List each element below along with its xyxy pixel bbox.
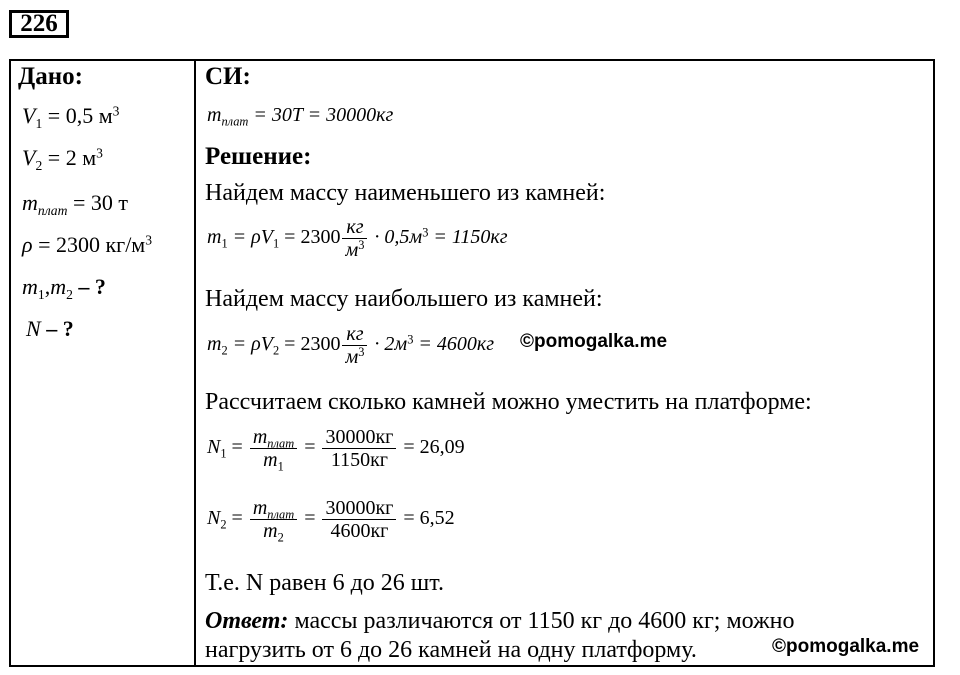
problem-number: 226: [9, 10, 69, 38]
answer-label: Ответ:: [205, 608, 289, 634]
given-rho: ρ = 2300 $кг/м^3$: [22, 232, 153, 257]
given-header: Дано:: [18, 63, 83, 90]
formula-m1: $m_1 = \rho V_1 = 2300$ $\frac{кг}{м^3}$ · $0,5м^3 = 1150кг$: [207, 216, 508, 261]
given-n-unknown: N – ?: [26, 316, 74, 341]
solution-line-3: Рассчитаем сколько камней можно уместить на платформе:: [205, 389, 812, 415]
watermark-1: ©pomogalka.me: [520, 331, 668, 352]
solution-line-1: Найдем массу наименьшего из камней:: [205, 180, 606, 206]
given-v1: $V_1 = 0,5$ $м^3$: [22, 103, 120, 131]
formula-m2: $m_2 = \rho V_2 = 2300$ $\frac{кг}{м^3}$ · $2м^3 = 4600кг$: [207, 323, 495, 368]
answer-line-1: Ответ: массы различаются от 1150 кг до 4600 кг; можно: [205, 608, 795, 634]
si-m-plat: $m_{плат} = 30T = 30000кг$: [207, 104, 394, 129]
conclusion: Т.е. N равен 6 до 26 шт.: [205, 570, 444, 596]
si-header: СИ:: [205, 63, 251, 90]
solution-header: Решение:: [205, 143, 312, 170]
formula-n2: $N_2$ = $\frac{m_{плат}}{m_2}$ = $\frac{30000кг}{4600кг}$ = 6,52: [207, 497, 455, 545]
watermark-2: ©pomogalka.me: [772, 636, 920, 657]
given-m-unknown: $m_1,m_2$ – ?: [22, 274, 106, 302]
given-v2: $V_2 = 2$ $м^3$: [22, 145, 103, 173]
formula-n1: $N_1$ = $\frac{m_{плат}}{m_1}$ = $\frac{30000кг}{1150кг}$ = 26,09: [207, 426, 465, 474]
column-divider: [194, 59, 196, 667]
answer-line-2: нагрузить от 6 до 26 камней на одну платформу.: [205, 637, 697, 663]
given-m-plat: $m_{плат} = 30$ т: [22, 190, 129, 218]
solution-line-2: Найдем массу наибольшего из камней:: [205, 286, 603, 312]
